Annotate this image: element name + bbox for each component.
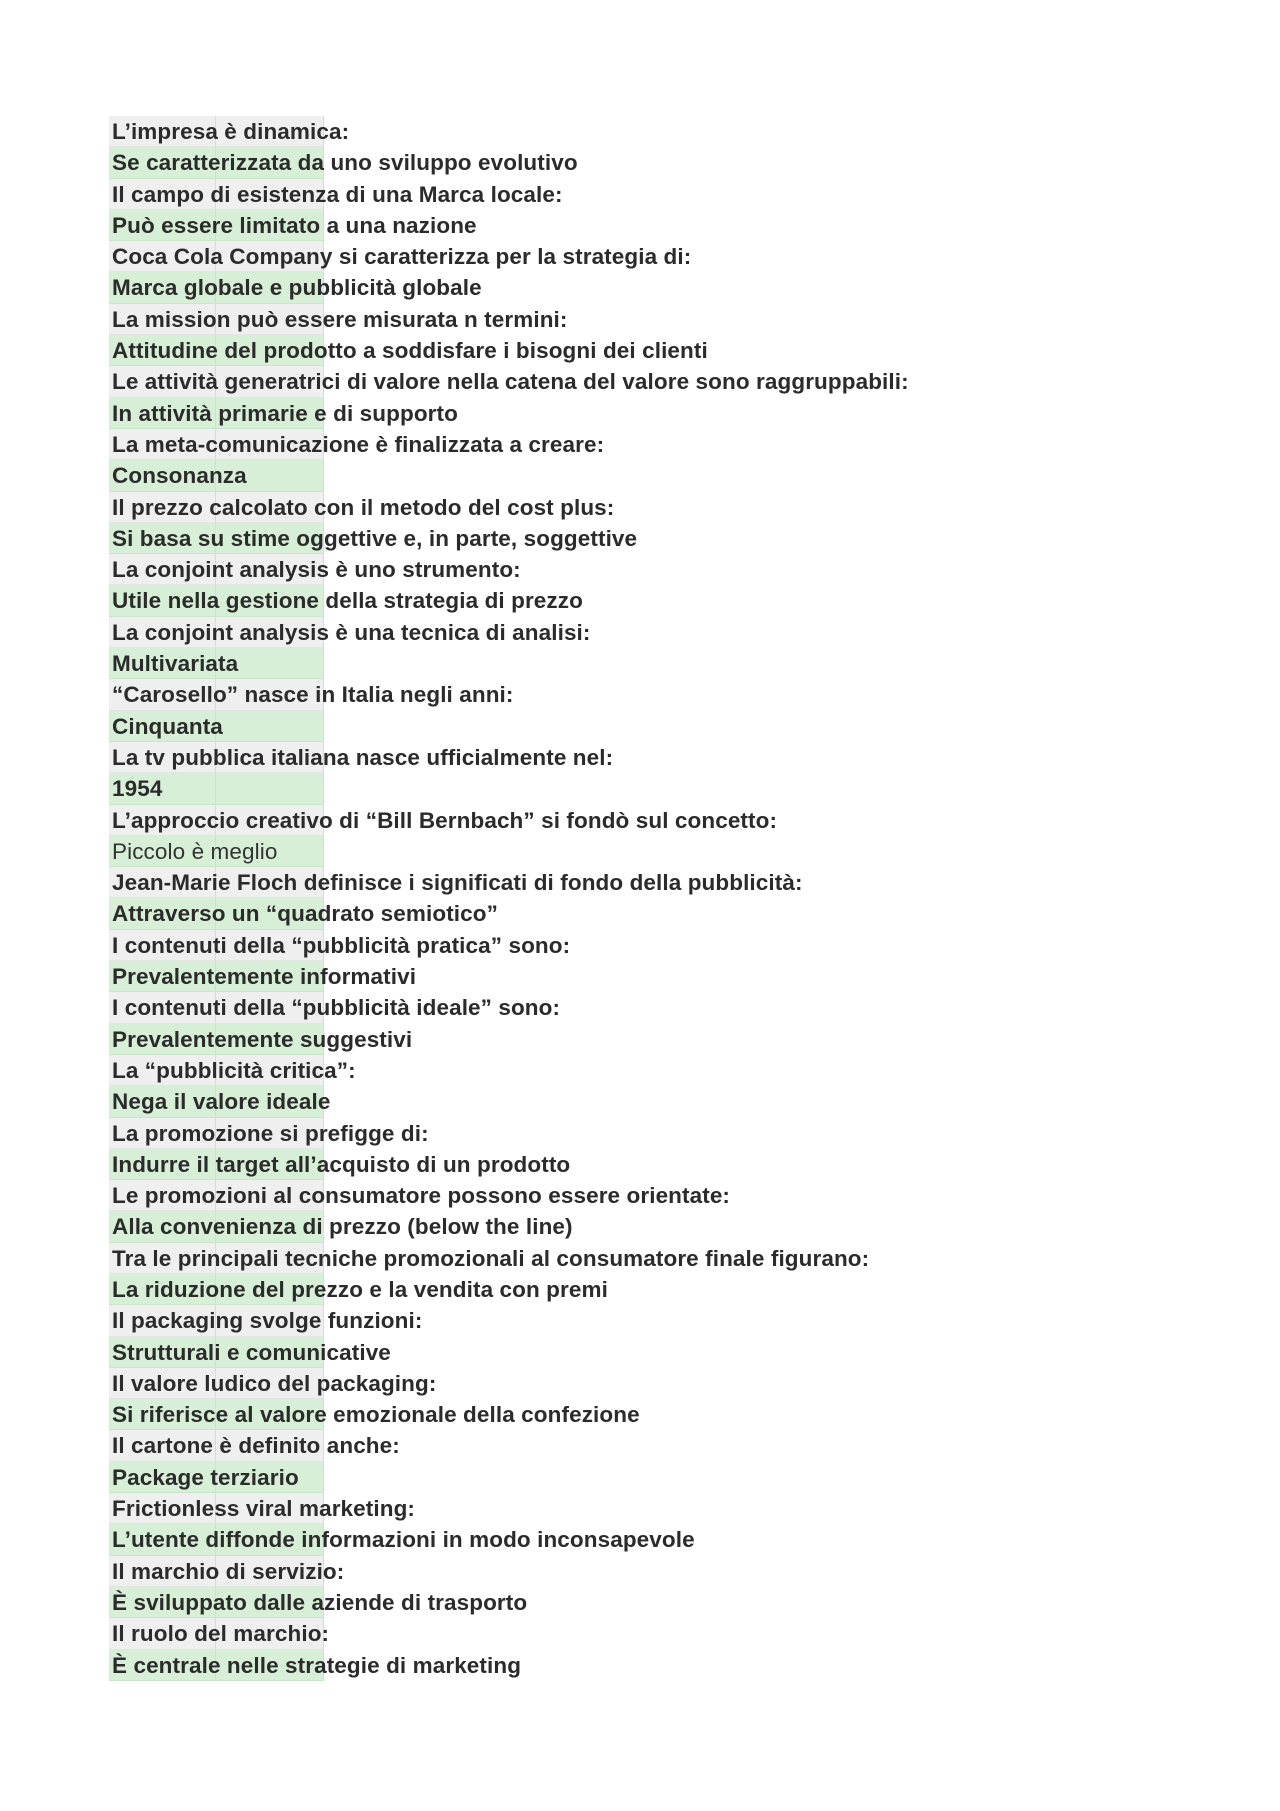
cell [216,711,324,742]
answer-text: Multivariata [112,651,239,677]
question-row [109,867,1169,898]
question-text: L’approccio creativo di “Bill Bernbach” si fondò sul concetto: [112,807,778,833]
question-text: Il ruolo del marchio: [112,1621,330,1647]
answer-row [109,711,1169,742]
answer-text: Attitudine del prodotto a soddisfare i bisogni dei clienti [112,338,708,364]
answer-row [109,1086,1169,1117]
answer-row [109,523,1169,554]
answer-text: L’utente diffonde informazioni in modo inconsapevole [112,1527,695,1553]
answer-row [109,210,1169,241]
answer-row [109,1587,1169,1618]
answer-text: Attraverso un “quadrato semiotico” [112,901,498,927]
answer-row [109,1211,1169,1242]
question-text: Il packaging svolge funzioni: [112,1308,423,1334]
answer-row [109,1274,1169,1305]
question-row [109,1430,1169,1461]
question-row [109,492,1169,523]
question-text: Frictionless viral marketing: [112,1496,416,1522]
question-text: L’impresa è dinamica: [112,119,350,144]
question-text: Tra le principali tecniche promozionali al consumatore finale figurano: [112,1245,870,1271]
question-row [109,1055,1169,1086]
answer-text: 1954 [112,776,163,802]
answer-row [109,773,1169,804]
question-text: La tv pubblica italiana nasce ufficialmente nel: [112,744,614,770]
question-text: Le promozioni al consumatore possono essere orientate: [112,1183,731,1209]
question-row [109,742,1169,773]
answer-text: Nega il valore ideale [112,1089,331,1115]
answer-row [109,961,1169,992]
answer-row [109,460,1169,491]
question-text: La conjoint analysis è una tecnica di analisi: [112,619,591,645]
answer-text: Piccolo è meglio [112,838,278,864]
question-row [109,241,1169,272]
question-row [109,1493,1169,1524]
answer-row [109,272,1169,303]
answer-text: Se caratterizzata da uno sviluppo evolutivo [112,150,578,176]
answer-row [109,836,1169,867]
question-row [109,1243,1169,1274]
question-row [109,429,1169,460]
answer-text: Prevalentemente informativi [112,964,417,990]
answer-text: Alla convenienza di prezzo (below the line) [112,1214,573,1240]
answer-text: Indurre il target all’acquisto di un prodotto [112,1151,571,1177]
question-text: Le attività generatrici di valore nella catena del valore sono raggruppabili: [112,369,909,395]
question-row [109,805,1169,836]
answer-row [109,1524,1169,1555]
question-row [109,554,1169,585]
question-text: La conjoint analysis è uno strumento: [112,557,521,583]
answer-row [109,1024,1169,1055]
answer-text: Marca globale e pubblicità globale [112,275,482,301]
question-text: Il marchio di servizio: [112,1558,345,1584]
question-text: I contenuti della “pubblicità pratica” sono: [112,932,571,958]
answer-row [109,1399,1169,1430]
question-row [109,1180,1169,1211]
answer-text: Consonanza [112,463,247,489]
question-text: Il campo di esistenza di una Marca locale: [112,181,563,207]
answer-row [109,1650,1169,1681]
answer-text: Utile nella gestione della strategia di prezzo [112,588,583,614]
question-text: Il valore ludico del packaging: [112,1370,437,1396]
question-text: La “pubblicità critica”: [112,1057,356,1083]
question-text: La promozione si prefigge di: [112,1120,429,1146]
question-row [109,304,1169,335]
answer-text: Package terziario [112,1464,299,1490]
answer-row [109,398,1169,429]
qa-list [109,116,1169,1681]
answer-text: È sviluppato dalle aziende di trasporto [112,1589,528,1615]
answer-text: La riduzione del prezzo e la vendita con premi [112,1276,608,1302]
answer-row [109,898,1169,929]
question-row [109,1305,1169,1336]
answer-text: Può essere limitato a una nazione [112,212,477,238]
answer-row [109,1149,1169,1180]
question-text: Il prezzo calcolato con il metodo del cost plus: [112,494,615,520]
answer-row [109,1462,1169,1493]
question-row [109,366,1169,397]
question-row [109,617,1169,648]
question-row [109,992,1169,1023]
question-row [109,1556,1169,1587]
question-row [109,1368,1169,1399]
question-row [109,1118,1169,1149]
cell [216,773,324,804]
question-row [109,930,1169,961]
question-text: “Carosello” nasce in Italia negli anni: [112,682,514,708]
answer-text: Prevalentemente suggestivi [112,1026,413,1052]
question-text: La mission può essere misurata n termini: [112,306,568,332]
question-text: Jean-Marie Floch definisce i significati di fondo della pubblicità: [112,870,803,896]
question-text: I contenuti della “pubblicità ideale” sono: [112,995,561,1021]
answer-text: È centrale nelle strategie di marketing [112,1652,522,1678]
question-row [109,1618,1169,1649]
answer-row [109,648,1169,679]
answer-row [109,585,1169,616]
answer-text: Si basa su stime oggettive e, in parte, soggettive [112,525,638,551]
answer-text: Strutturali e comunicative [112,1339,391,1365]
answer-text: In attività primarie e di supporto [112,400,458,426]
question-text: Coca Cola Company si caratterizza per la strategia di: [112,244,692,270]
answer-row [109,335,1169,366]
answer-text: Si riferisce al valore emozionale della confezione [112,1402,640,1428]
question-text: La meta-comunicazione è finalizzata a creare: [112,431,605,457]
question-row [109,116,1169,147]
question-row [109,679,1169,710]
answer-text: Cinquanta [112,713,223,739]
answer-row [109,147,1169,178]
question-row [109,179,1169,210]
answer-row [109,1337,1169,1368]
question-text: Il cartone è definito anche: [112,1433,400,1459]
